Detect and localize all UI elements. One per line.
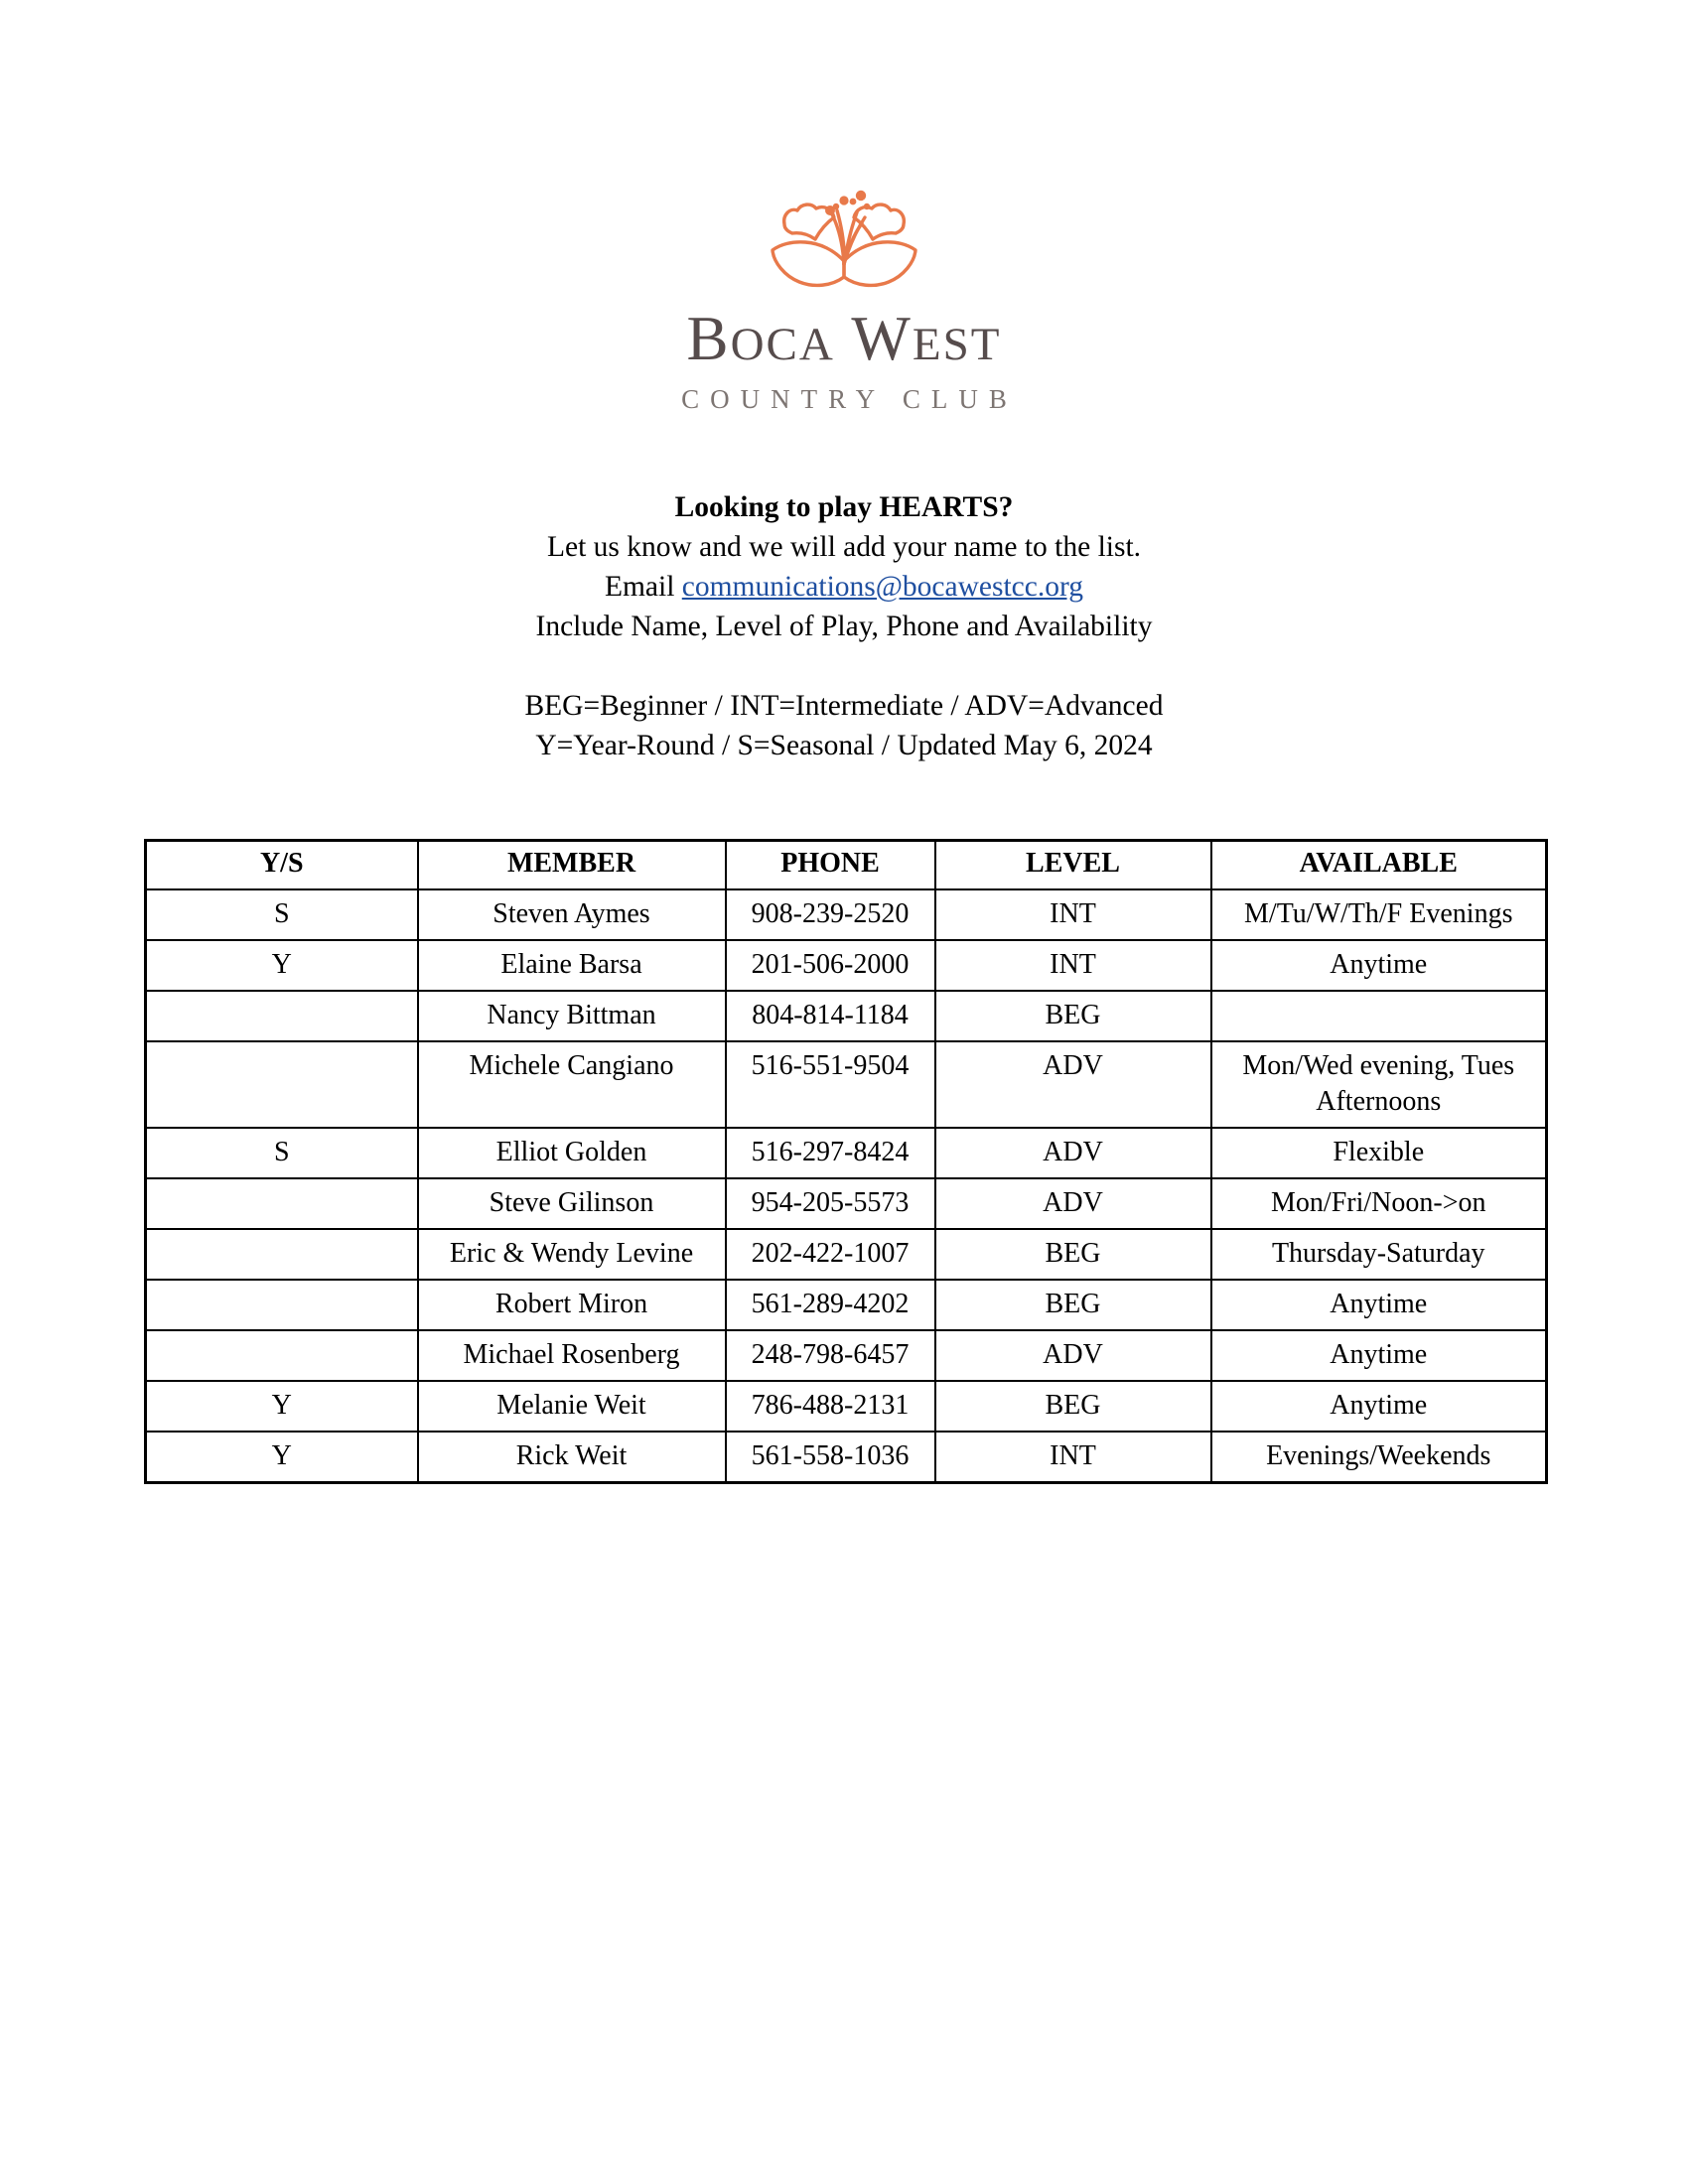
logo-subwordmark: COUNTRY CLUB: [681, 384, 1018, 414]
cell-available: Mon/Fri/Noon->on: [1211, 1178, 1547, 1229]
logo-wordmark-oca: OCA: [730, 319, 835, 370]
cell-member: Steve Gilinson: [418, 1178, 726, 1229]
cell-member: Elaine Barsa: [418, 940, 726, 991]
email-link[interactable]: communications@bocawestcc.org: [681, 571, 1084, 603]
cell-member: Melanie Weit: [418, 1381, 726, 1432]
logo-wordmark-w: W: [851, 304, 913, 373]
cell-phone: 954-205-5573: [726, 1178, 935, 1229]
table-row: [146, 1041, 1547, 1128]
cell-available: Anytime: [1211, 1381, 1547, 1432]
cell-level: INT: [935, 940, 1211, 991]
logo-wordmark-est: EST: [912, 319, 1002, 370]
table-row: [146, 991, 1547, 1041]
cell-ys: Y: [146, 940, 418, 991]
logo-wordmark-space: [835, 304, 852, 373]
cell-ys: [146, 1229, 418, 1280]
cell-phone: 908-239-2520: [726, 889, 935, 940]
intro-text-block: [0, 487, 1688, 765]
cell-available: Anytime: [1211, 1280, 1547, 1330]
cell-phone: 561-289-4202: [726, 1280, 935, 1330]
cell-phone: 516-551-9504: [726, 1041, 935, 1128]
cell-phone: 786-488-2131: [726, 1381, 935, 1432]
table-row: [146, 1330, 1547, 1381]
cell-phone: 516-297-8424: [726, 1128, 935, 1178]
cell-available: M/Tu/W/Th/F Evenings: [1211, 889, 1547, 940]
column-header-level: LEVEL: [935, 841, 1211, 890]
cell-phone: 561-558-1036: [726, 1432, 935, 1483]
intro-line-4: Include Name, Level of Play, Phone and Availability: [535, 611, 1153, 642]
intro-line-2: Let us know and we will add your name to the list.: [546, 531, 1142, 563]
cell-ys: [146, 991, 418, 1041]
cell-member: Eric & Wendy Levine: [418, 1229, 726, 1280]
cell-available: Mon/Wed evening, Tues Afternoons: [1211, 1041, 1547, 1128]
hibiscus-flower-icon: [765, 177, 923, 298]
legend-season: Y=Year-Round / S=Seasonal / Updated May 6, 2024: [535, 730, 1153, 761]
cell-phone: 202-422-1007: [726, 1229, 935, 1280]
cell-level: BEG: [935, 991, 1211, 1041]
column-header-member: MEMBER: [418, 841, 726, 890]
intro-email-line: [0, 567, 1688, 607]
logo-wordmark: [0, 304, 1688, 373]
cell-member: Elliot Golden: [418, 1128, 726, 1178]
column-header-available: AVAILABLE: [1211, 841, 1547, 890]
cell-phone: 248-798-6457: [726, 1330, 935, 1381]
cell-level: BEG: [935, 1381, 1211, 1432]
cell-phone: 201-506-2000: [726, 940, 935, 991]
table-row: [146, 889, 1547, 940]
cell-available: Anytime: [1211, 1330, 1547, 1381]
cell-level: ADV: [935, 1178, 1211, 1229]
cell-member: Steven Aymes: [418, 889, 726, 940]
cell-level: ADV: [935, 1128, 1211, 1178]
cell-level: INT: [935, 889, 1211, 940]
cell-member: Michele Cangiano: [418, 1041, 726, 1128]
column-header-phone: PHONE: [726, 841, 935, 890]
legend-levels: BEG=Beginner / INT=Intermediate / ADV=Advanced: [524, 690, 1164, 722]
cell-level: ADV: [935, 1041, 1211, 1128]
roster-table-wrapper: [144, 839, 1545, 1484]
table-header-row: [146, 841, 1547, 890]
cell-level: ADV: [935, 1330, 1211, 1381]
cell-ys: [146, 1280, 418, 1330]
cell-ys: S: [146, 1128, 418, 1178]
cell-level: BEG: [935, 1229, 1211, 1280]
logo-wordmark-b: B: [686, 304, 731, 373]
table-row: [146, 1432, 1547, 1483]
cell-member: Robert Miron: [418, 1280, 726, 1330]
roster-table-body: [146, 889, 1547, 1483]
cell-ys: [146, 1178, 418, 1229]
cell-ys: [146, 1330, 418, 1381]
cell-ys: Y: [146, 1432, 418, 1483]
table-row: [146, 1178, 1547, 1229]
roster-table-head: [146, 841, 1547, 890]
cell-ys: [146, 1041, 418, 1128]
cell-phone: 804-814-1184: [726, 991, 935, 1041]
table-row: [146, 1381, 1547, 1432]
intro-spacer: [0, 646, 1688, 686]
hearts-player-roster-table: [144, 839, 1548, 1484]
cell-level: BEG: [935, 1280, 1211, 1330]
table-row: [146, 940, 1547, 991]
table-row: [146, 1229, 1547, 1280]
cell-available: [1211, 991, 1547, 1041]
cell-available: Anytime: [1211, 940, 1547, 991]
email-label: Email: [604, 571, 682, 603]
cell-member: Nancy Bittman: [418, 991, 726, 1041]
cell-available: Thursday-Saturday: [1211, 1229, 1547, 1280]
club-logo: [0, 0, 1688, 415]
cell-member: Michael Rosenberg: [418, 1330, 726, 1381]
cell-available: Flexible: [1211, 1128, 1547, 1178]
intro-headline: Looking to play HEARTS?: [674, 491, 1014, 523]
table-row: [146, 1280, 1547, 1330]
cell-available: Evenings/Weekends: [1211, 1432, 1547, 1483]
table-row: [146, 1128, 1547, 1178]
cell-ys: S: [146, 889, 418, 940]
cell-ys: Y: [146, 1381, 418, 1432]
cell-level: INT: [935, 1432, 1211, 1483]
column-header-ys: Y/S: [146, 841, 418, 890]
cell-member: Rick Weit: [418, 1432, 726, 1483]
